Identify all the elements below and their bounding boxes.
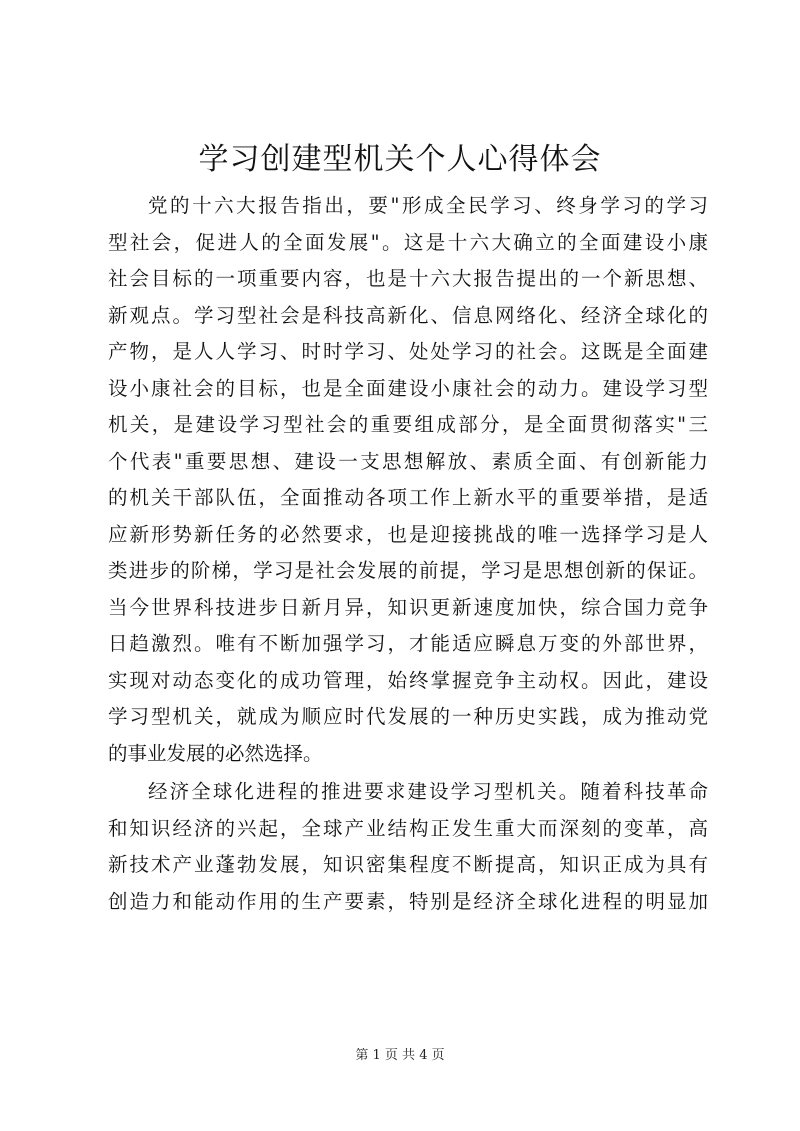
page-number-footer: 第 1 页 共 4 页	[355, 1048, 445, 1063]
text-line: 实现对动态变化的成功管理，始终掌握竞争主动权。因此，建设	[108, 668, 708, 692]
text-line: 的机关干部队伍，全面推动各项工作上新水平的重要举措，是适	[108, 486, 708, 509]
text-line: 创造力和能动作用的生产要素，特别是经济全球化进程的明显加	[108, 889, 708, 913]
text-line: 类进步的阶梯，学习是社会发展的前提，学习是思想创新的保证。	[108, 559, 708, 582]
paragraph-1	[108, 188, 708, 772]
text-line: 应新形势新任务的必然要求，也是迎接挑战的唯一选择学习是人	[108, 522, 708, 546]
document-body	[108, 188, 708, 920]
text-line: 日趋激烈。唯有不断加强学习，才能适应瞬息万变的外部世界，	[108, 632, 708, 655]
text-line: 社会目标的一项重要内容，也是十六大报告提出的一个新思想、	[108, 267, 708, 290]
document-title: 学习创建型机关个人心得体会	[198, 142, 602, 177]
text-line: 新技术产业蓬勃发展，知识密集程度不断提高，知识正成为具有	[108, 853, 708, 876]
text-line: 设小康社会的目标，也是全面建设小康社会的动力。建设学习型	[108, 376, 708, 400]
text-line: 新观点。学习型社会是科技高新化、信息网络化、经济全球化的	[108, 303, 708, 327]
text-line: 个代表"重要思想、建设一支思想解放、素质全面、有创新能力	[108, 449, 708, 473]
text-line: 经济全球化进程的推进要求建设学习型机关。随着科技革命	[148, 780, 708, 803]
text-line: 党的十六大报告指出，要"形成全民学习、终身学习的学习	[148, 194, 708, 217]
text-line: 学习型机关，就成为顺应时代发展的一种历史实践，成为推动党	[108, 705, 708, 728]
text-line: 机关，是建设学习型社会的重要组成部分，是全面贯彻落实"三	[108, 413, 708, 436]
text-line: 的事业发展的必然选择。	[108, 741, 323, 765]
text-line: 和知识经济的兴起，全球产业结构正发生重大而深刻的变革，高	[108, 816, 708, 840]
text-line: 产物，是人人学习、时时学习、处处学习的社会。这既是全面建	[108, 340, 708, 363]
text-line: 型社会，促进人的全面发展"。这是十六大确立的全面建设小康	[108, 230, 708, 254]
text-line: 当今世界科技进步日新月异，知识更新速度加快，综合国力竞争	[108, 595, 708, 619]
paragraph-2	[108, 774, 708, 920]
